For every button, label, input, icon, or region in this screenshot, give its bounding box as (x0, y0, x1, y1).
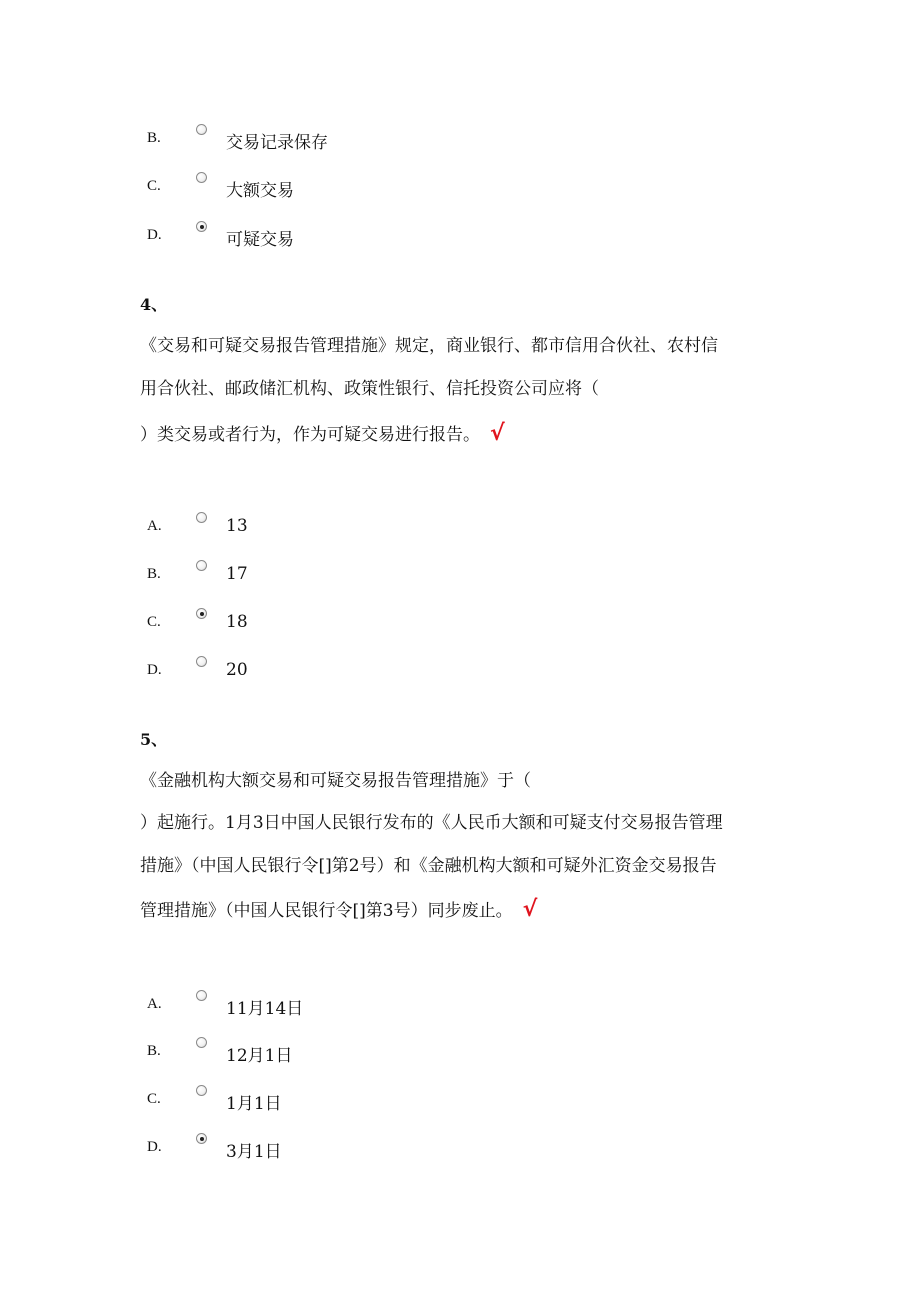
option-row[interactable] (0, 172, 500, 202)
question-text-line: ）起施行。1月3日中国人民银行发布的《人民币大额和可疑支付交易报告管理 (140, 813, 723, 833)
radio-button[interactable] (196, 1085, 207, 1096)
option-letter: A. (147, 518, 162, 534)
check-mark-icon: √ (490, 421, 505, 446)
option-row[interactable] (0, 124, 500, 154)
question-text-line-last (140, 420, 505, 446)
option-letter: C. (147, 614, 161, 630)
option-letter: C. (147, 178, 161, 194)
option-text: 11月14日 (226, 999, 304, 1019)
option-row[interactable] (0, 656, 500, 686)
option-row[interactable] (0, 1037, 500, 1067)
radio-button-selected[interactable] (196, 608, 207, 619)
question-text-line: 措施》（中国人民银行令[]第2号）和《金融机构大额和可疑外汇资金交易报告 (140, 856, 717, 876)
option-text: 12月1日 (226, 1046, 293, 1066)
option-row[interactable] (0, 1085, 500, 1115)
question-text-line-last (140, 896, 537, 922)
option-letter: D. (147, 227, 162, 243)
question-number: 5、 (140, 730, 168, 749)
option-text: 17 (226, 564, 248, 584)
option-row[interactable] (0, 608, 500, 638)
option-letter: C. (147, 1091, 161, 1107)
question-text-line: 用合伙社、邮政储汇机构、政策性银行、信托投资公司应将（ (140, 379, 599, 399)
radio-button[interactable] (196, 172, 207, 183)
option-letter: D. (147, 662, 162, 678)
option-row[interactable] (0, 221, 500, 251)
option-row[interactable] (0, 560, 500, 590)
question-text: ）类交易或者行为，作为可疑交易进行报告。 (140, 425, 480, 445)
radio-button[interactable] (196, 512, 207, 523)
question-text-line: 《交易和可疑交易报告管理措施》规定，商业银行、都市信用合伙社、农村信 (140, 336, 718, 356)
option-letter: D. (147, 1139, 162, 1155)
radio-button-selected[interactable] (196, 1133, 207, 1144)
option-text: 1月1日 (226, 1094, 282, 1114)
radio-button[interactable] (196, 656, 207, 667)
radio-button[interactable] (196, 560, 207, 571)
radio-button-selected[interactable] (196, 221, 207, 232)
radio-button[interactable] (196, 124, 207, 135)
question-text: 管理措施》（中国人民银行令[]第3号）同步废止。 (140, 901, 513, 921)
option-text: 交易记录保存 (226, 133, 328, 153)
option-row[interactable] (0, 990, 500, 1020)
option-row[interactable] (0, 1133, 500, 1163)
option-row[interactable] (0, 512, 500, 542)
check-mark-icon: √ (522, 897, 538, 922)
option-text: 13 (226, 516, 248, 536)
option-text: 18 (226, 612, 248, 632)
option-text: 大额交易 (226, 181, 294, 201)
question-number: 4、 (140, 295, 168, 314)
radio-button[interactable] (196, 1037, 207, 1048)
option-text: 可疑交易 (226, 230, 294, 250)
option-letter: B. (147, 566, 161, 582)
question-text-line: 《金融机构大额交易和可疑交易报告管理措施》于（ (140, 771, 531, 791)
option-letter: B. (147, 130, 161, 146)
option-letter: A. (147, 996, 162, 1012)
radio-button[interactable] (196, 990, 207, 1001)
option-text: 20 (226, 660, 248, 680)
option-text: 3月1日 (226, 1142, 282, 1162)
option-letter: B. (147, 1043, 161, 1059)
